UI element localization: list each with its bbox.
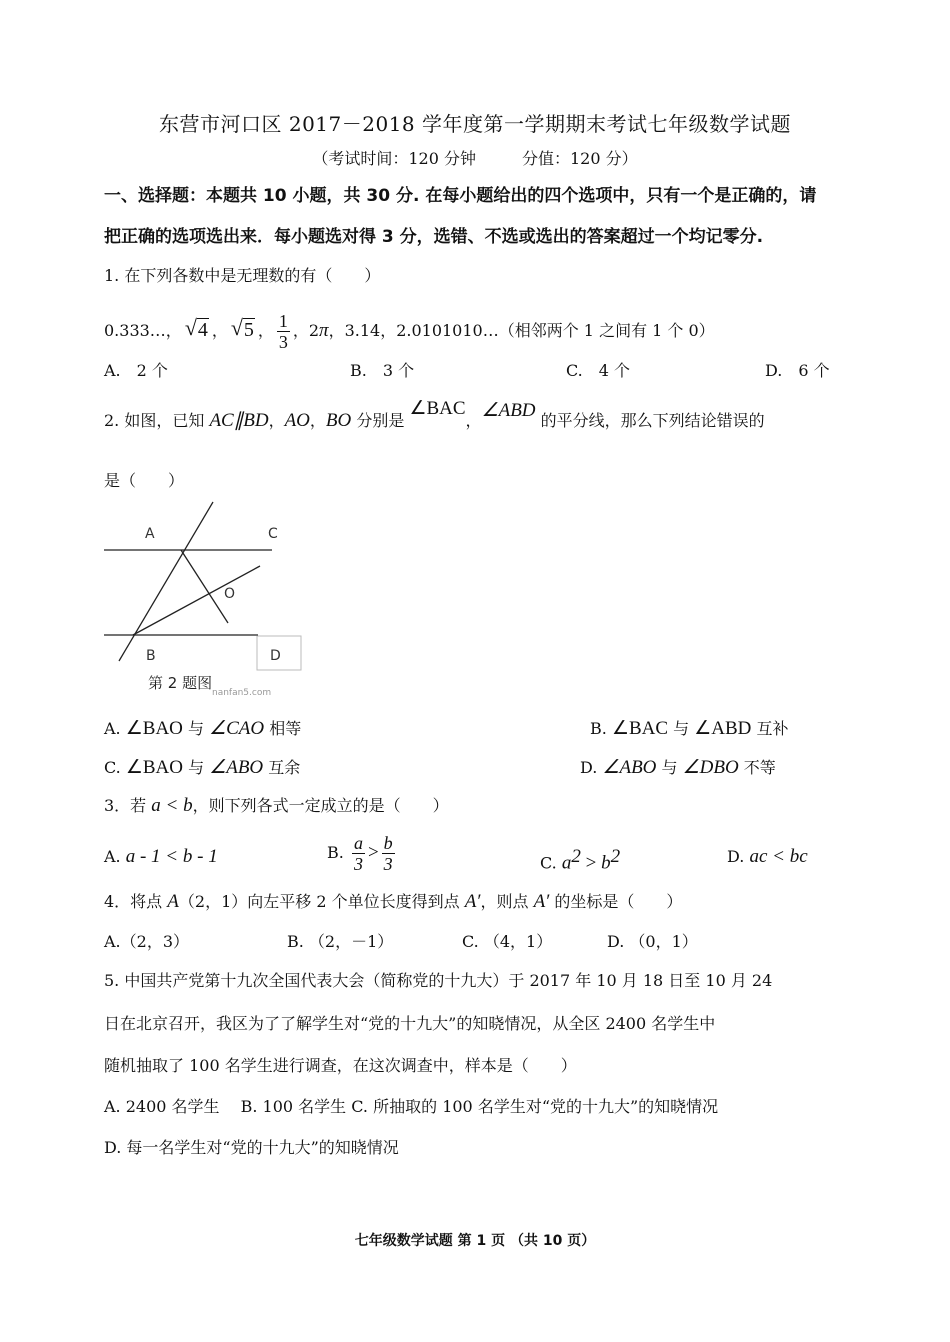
q5-options-line1: A. 2400 名学生 B. 100 名学生 C. 所抽取的 100 名学生对“党的十九大”的知晓情况 <box>104 1097 719 1116</box>
q2-stem-line2: 是（ ） <box>104 471 185 490</box>
exam-score: 分值：120 分） <box>522 149 638 168</box>
label-a: A <box>145 526 155 542</box>
exam-time: （考试时间：120 分钟 <box>312 149 476 168</box>
q1-option-c: C. 4 个 <box>566 361 631 380</box>
figure-caption: 第 2 题图 <box>148 674 213 692</box>
label-d: D <box>270 648 281 664</box>
q2-figure <box>100 498 310 708</box>
q5-line3: 随机抽取了 100 名学生进行调查，在这次调查中，样本是（ ） <box>104 1056 577 1075</box>
q3-option-b: B. $\frac{a}{3}$ > $\frac{b}{3}$ <box>327 833 393 874</box>
q5-option-d: D. 每一名学生对“党的十九大”的知晓情况 <box>104 1138 399 1157</box>
q2-stem: 2. 如图，已知 AC∥BD，AO，BO 分别是 ∠BAC，∠ABD 的平分线，那么下列结论错误的 <box>104 398 765 431</box>
section-instructions-line1: 一、选择题：本题共 10 小题，共 30 分. 在每小题给出的四个选项中，只有一个是正确的，请 <box>104 186 817 206</box>
label-b: B <box>146 648 156 664</box>
transversal-ab <box>119 502 213 661</box>
q1-sqrt4: √ 4 <box>184 315 208 341</box>
page-title: 东营市河口区 2017－2018 学年度第一学期期末考试七年级数学试题 <box>158 112 791 136</box>
q2-option-c: C. ∠BAO 与 ∠ABO 互余 <box>104 757 301 778</box>
q1-fraction: $\frac{1}{3}$ <box>278 311 288 352</box>
q4-option-b: B. （2，－1） <box>287 932 394 951</box>
q1-numbers: 0.333…， √ 4 ， √ 5 ， $\frac{1}{3}$ ，2π，3.14，2.0101010…（相邻两个 1 之间有 1 个 0） <box>104 311 715 352</box>
q1-option-d: D. 6 个 <box>765 361 830 380</box>
label-o: O <box>224 586 236 602</box>
watermark: nanfan5.com <box>212 688 272 698</box>
bisector-bo <box>133 566 260 635</box>
exam-info <box>0 146 950 169</box>
section-instructions-line2: 把正确的选项选出来．每小题选对得 3 分，选错、不选或选出的答案超过一个均记零分. <box>104 227 764 247</box>
q5-line1: 5. 中国共产党第十九次全国代表大会（简称党的十九大）于 2017 年 10 月 18 日至 10 月 24 <box>104 971 773 990</box>
q3-stem: 3．若 a < b，则下列各式一定成立的是（ ） <box>104 795 449 816</box>
page-footer: 七年级数学试题 第 1 页 （共 10 页） <box>354 1233 596 1249</box>
q3-option-c: C. $a^2 > b^2$ <box>540 846 621 874</box>
q1-sqrt5: √ 5 <box>230 315 254 341</box>
q1-stem: 1. 在下列各数中是无理数的有（ ） <box>104 266 381 285</box>
q4-stem: 4．将点 A（2，1）向左平移 2 个单位长度得到点 A′，则点 A′ 的坐标是（ ） <box>104 891 683 912</box>
q1-option-a: A. 2 个 <box>104 361 168 380</box>
q2-option-a: A. ∠BAO 与 ∠CAO 相等 <box>104 718 302 739</box>
q4-option-d: D. （0，1） <box>607 932 698 951</box>
q4-option-a: A.（2，3） <box>104 932 190 951</box>
q3-option-d: D. ac < bc <box>727 846 808 867</box>
pi-symbol: π <box>319 320 329 341</box>
q3-option-a: A. a - 1 < b - 1 <box>104 846 218 867</box>
q4-option-c: C. （4，1） <box>462 932 553 951</box>
q1-num-a: 0.333…， <box>104 321 182 340</box>
q2-option-b: B. ∠BAC 与 ∠ABD 互补 <box>590 718 789 739</box>
q1-option-b: B. 3 个 <box>350 361 415 380</box>
q2-option-d: D. ∠ABO 与 ∠DBO 不等 <box>580 757 776 778</box>
q5-line2: 日在北京召开，我区为了了解学生对“党的十九大”的知晓情况，从全区 2400 名学生中 <box>104 1014 716 1033</box>
label-c: C <box>268 526 278 542</box>
